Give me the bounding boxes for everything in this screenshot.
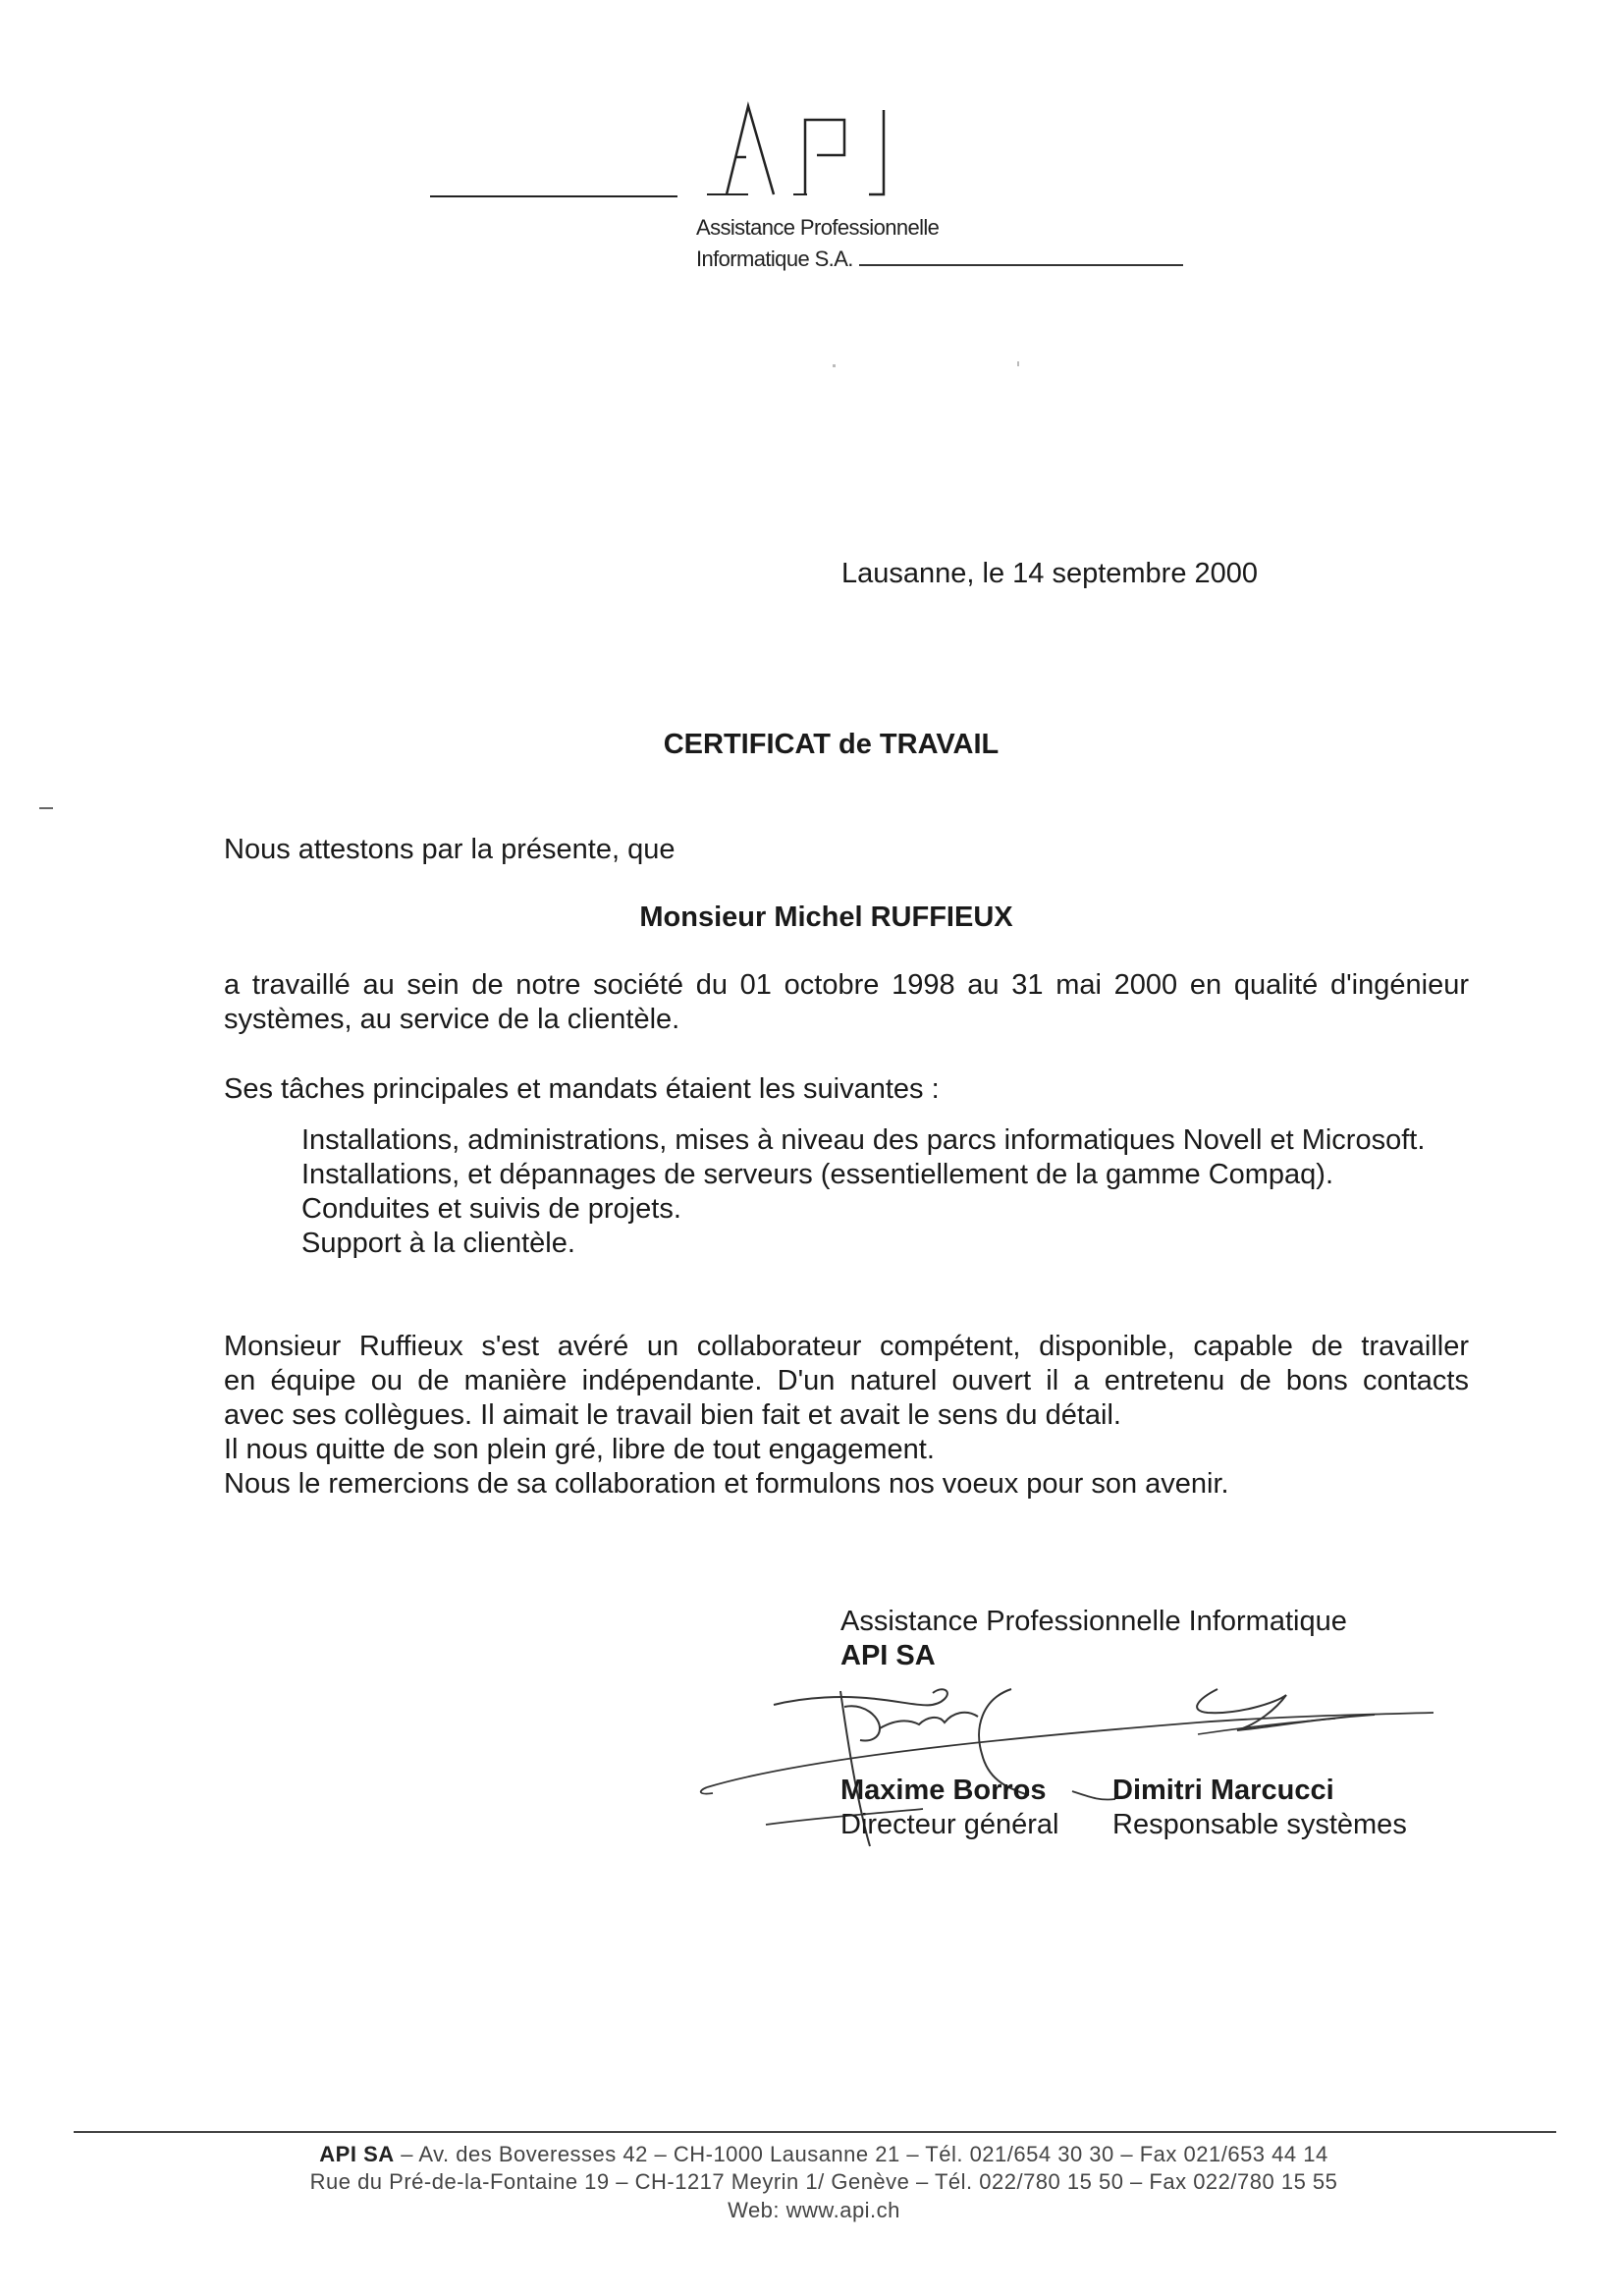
evaluation-line: en équipe ou de manière indépendante. D'un naturel ouvert il a entretenu de bons contacts: [224, 1365, 1469, 1396]
task-item: Conduites et suivis de projets.: [301, 1193, 681, 1225]
tasks-list: [301, 1123, 1469, 1261]
signer-name: Dimitri Marcucci: [1112, 1775, 1334, 1806]
employment-line-2: systèmes, au service de la clientèle.: [224, 1004, 680, 1035]
employment-paragraph: [224, 968, 1469, 1037]
evaluation-line: avec ses collègues. Il aimait le travail bien fait et avait le sens du détail.: [224, 1399, 1121, 1431]
evaluation-paragraph: [224, 1330, 1469, 1502]
footer-address-lausanne: – Av. des Boveresses 42 – CH-1000 Lausanne 21 – Tél. 021/654 30 30 – Fax 021/653 44 14: [394, 2142, 1328, 2166]
letter-date: Lausanne, le 14 septembre 2000: [841, 558, 1259, 589]
company-name-line-2-text: Informatique S.A.: [696, 246, 853, 271]
signer-marcucci: [1112, 1774, 1407, 1842]
evaluation-line: Monsieur Ruffieux s'est avéré un collaborateur compétent, disponible, capable de travailler: [224, 1331, 1469, 1362]
signer-name: Maxime Borros: [840, 1775, 1047, 1806]
evaluation-line: Nous le remercions de sa collaboration et formulons nos voeux pour son avenir.: [224, 1468, 1229, 1500]
scan-speck: [1017, 361, 1019, 366]
footer-rule: [74, 2131, 1556, 2133]
company-rule-right: [859, 264, 1183, 266]
intro-paragraph: Nous attestons par la présente, que: [224, 834, 676, 865]
signer-role: Responsable systèmes: [1112, 1809, 1407, 1840]
signer-borros: [840, 1774, 1058, 1842]
document-title: CERTIFICAT de TRAVAIL: [663, 729, 1000, 760]
footer-address-line-1: [0, 2141, 1623, 2168]
scan-speck: [833, 364, 836, 367]
logo-rule-left: [430, 195, 677, 197]
task-item: Installations, administrations, mises à niveau des parcs informatiques Novell et Microsoft.: [301, 1124, 1426, 1156]
evaluation-line: Il nous quitte de son plein gré, libre de tout engagement.: [224, 1434, 935, 1465]
footer-company: API SA: [319, 2142, 395, 2166]
task-item: Installations, et dépannages de serveurs (essentiellement de la gamme Compaq).: [301, 1159, 1334, 1190]
employee-name: Monsieur Michel RUFFIEUX: [639, 902, 1013, 933]
api-logo-icon: [697, 98, 952, 206]
task-item: Support à la clientèle.: [301, 1228, 575, 1259]
tasks-intro: Ses tâches principales et mandats étaient les suivantes :: [224, 1073, 940, 1105]
scan-speck: [39, 807, 53, 809]
employment-line-1: a travaillé au sein de notre société du 01 octobre 1998 au 31 mai 2000 en qualité d'ingénieur: [224, 969, 1469, 1001]
signer-role: Directeur général: [840, 1809, 1059, 1840]
company-name-line-1: Assistance Professionnelle: [696, 215, 940, 240]
signature-company-name: Assistance Professionnelle Informatique: [840, 1606, 1347, 1637]
footer-web: Web: www.api.ch: [728, 2198, 900, 2222]
footer-address-line-2: Rue du Pré-de-la-Fontaine 19 – CH-1217 Meyrin 1/ Genève – Tél. 022/780 15 50 – Fax 022/780 15 55: [309, 2169, 1338, 2194]
signature-company-short: API SA: [840, 1640, 936, 1671]
company-name-line-2: [696, 246, 1183, 272]
